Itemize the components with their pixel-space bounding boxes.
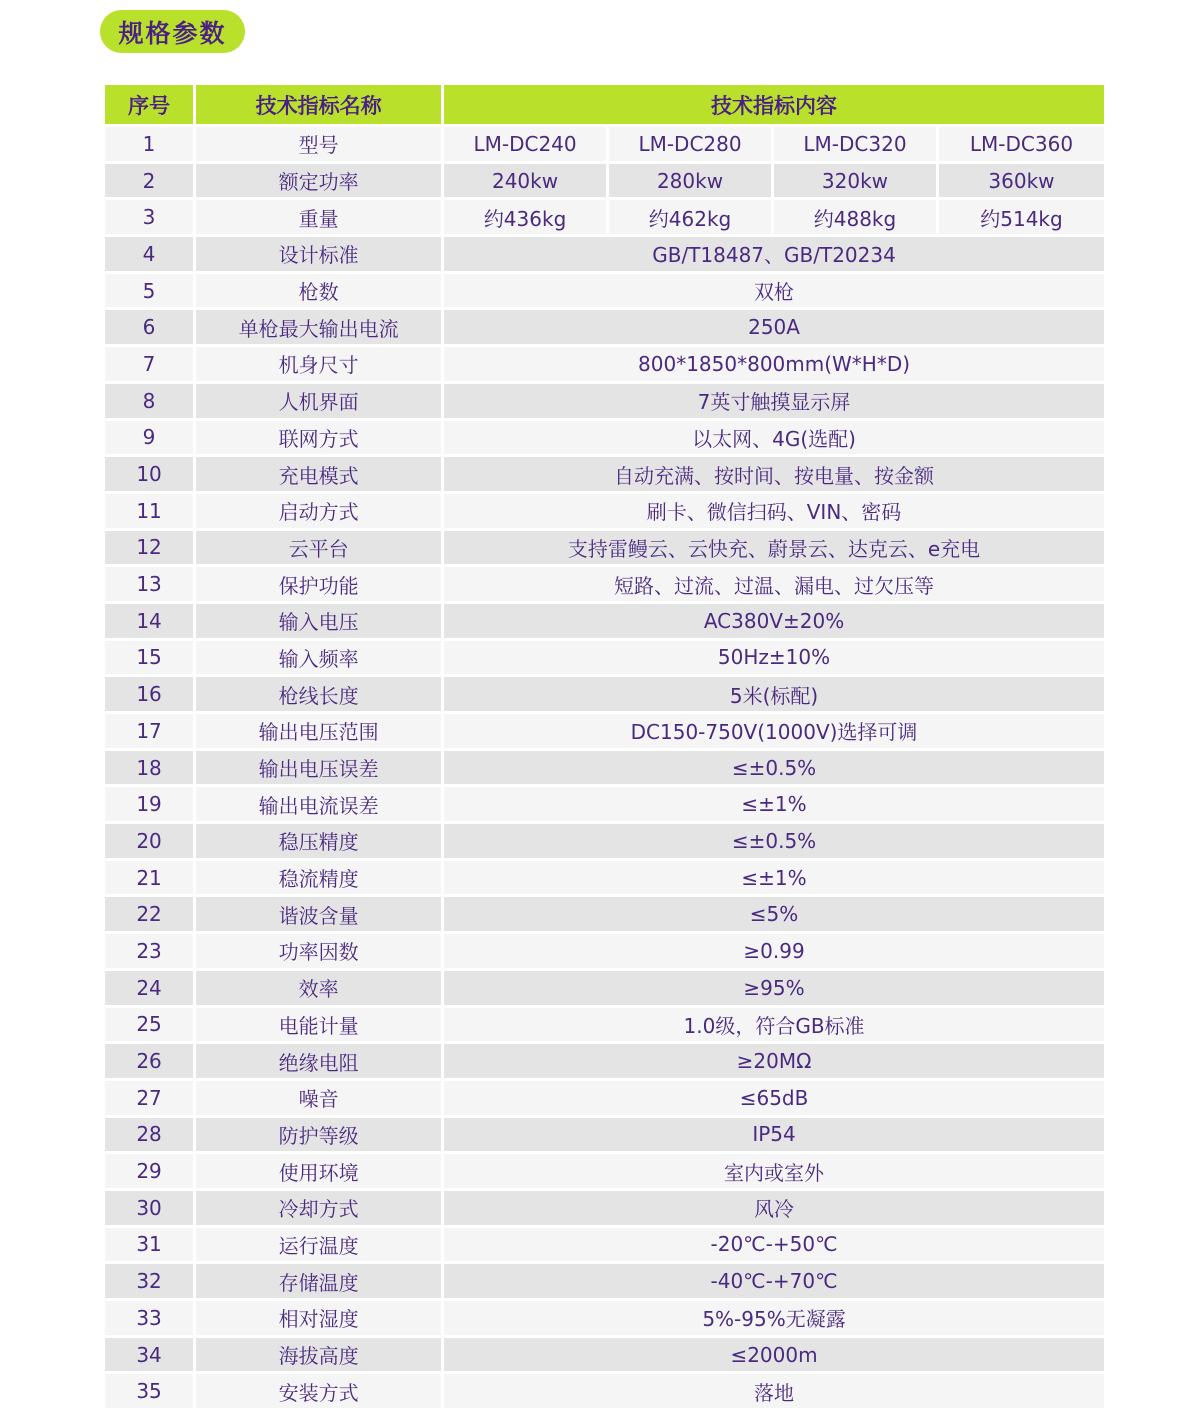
row-value: ≤2000m — [444, 1338, 1104, 1375]
row-name: 存储温度 — [196, 1264, 444, 1301]
table-row — [105, 714, 1104, 751]
table-row — [105, 934, 1104, 971]
row-number: 4 — [105, 237, 196, 274]
row-number: 13 — [105, 567, 196, 604]
row-name: 单枪最大输出电流 — [196, 310, 444, 347]
table-row — [105, 1301, 1104, 1338]
header-name: 技术指标名称 — [196, 85, 444, 127]
row-model-value: 320kw — [774, 164, 939, 201]
row-value: 室内或室外 — [444, 1154, 1104, 1191]
row-name: 输入电压 — [196, 604, 444, 641]
table-row — [105, 641, 1104, 678]
row-name: 稳流精度 — [196, 861, 444, 898]
table-row — [105, 1154, 1104, 1191]
row-number: 32 — [105, 1264, 196, 1301]
row-name: 人机界面 — [196, 384, 444, 421]
row-name: 型号 — [196, 127, 444, 164]
row-name: 使用环境 — [196, 1154, 444, 1191]
row-number: 30 — [105, 1191, 196, 1228]
row-name: 云平台 — [196, 531, 444, 568]
row-value: 支持雷鳗云、云快充、蔚景云、达克云、e充电 — [444, 531, 1104, 568]
row-number: 19 — [105, 787, 196, 824]
row-model-value: 约436kg — [444, 200, 609, 237]
row-number: 12 — [105, 531, 196, 568]
table-row — [105, 677, 1104, 714]
row-number: 29 — [105, 1154, 196, 1191]
row-number: 25 — [105, 1008, 196, 1045]
row-model-value: 360kw — [939, 164, 1104, 201]
row-number: 1 — [105, 127, 196, 164]
row-name: 运行温度 — [196, 1228, 444, 1265]
row-value: DC150-750V(1000V)选择可调 — [444, 714, 1104, 751]
row-value: ≤±1% — [444, 787, 1104, 824]
row-value: IP54 — [444, 1118, 1104, 1155]
table-body — [105, 127, 1104, 1411]
row-number: 20 — [105, 824, 196, 861]
header-no: 序号 — [105, 85, 196, 127]
row-name: 输出电流误差 — [196, 787, 444, 824]
row-model-value: 240kw — [444, 164, 609, 201]
row-number: 11 — [105, 494, 196, 531]
row-model-value: LM-DC280 — [609, 127, 774, 164]
table-header-row — [105, 85, 1104, 127]
row-number: 17 — [105, 714, 196, 751]
row-name: 噪音 — [196, 1081, 444, 1118]
row-number: 6 — [105, 310, 196, 347]
row-name: 输出电压范围 — [196, 714, 444, 751]
table-row — [105, 897, 1104, 934]
row-name: 枪线长度 — [196, 677, 444, 714]
table-row — [105, 274, 1104, 311]
row-number: 14 — [105, 604, 196, 641]
row-name: 海拔高度 — [196, 1338, 444, 1375]
row-name: 重量 — [196, 200, 444, 237]
table-row — [105, 824, 1104, 861]
row-number: 26 — [105, 1044, 196, 1081]
header-content: 技术指标内容 — [444, 85, 1104, 127]
row-number: 3 — [105, 200, 196, 237]
table-row — [105, 1338, 1104, 1375]
table-row — [105, 1374, 1104, 1411]
row-number: 10 — [105, 457, 196, 494]
row-value: 50Hz±10% — [444, 641, 1104, 678]
row-value: -40℃-+70℃ — [444, 1264, 1104, 1301]
row-value: ≤5% — [444, 897, 1104, 934]
row-value: 以太网、4G(选配) — [444, 421, 1104, 458]
row-name: 防护等级 — [196, 1118, 444, 1155]
row-model-value: 280kw — [609, 164, 774, 201]
table-row — [105, 1191, 1104, 1228]
table-row — [105, 347, 1104, 384]
row-value: ≤±0.5% — [444, 751, 1104, 788]
row-value: AC380V±20% — [444, 604, 1104, 641]
table-row — [105, 787, 1104, 824]
row-number: 9 — [105, 421, 196, 458]
row-number: 31 — [105, 1228, 196, 1265]
table-row — [105, 127, 1104, 164]
row-name: 启动方式 — [196, 494, 444, 531]
row-value: 1.0级，符合GB标准 — [444, 1008, 1104, 1045]
table-row — [105, 1118, 1104, 1155]
row-name: 保护功能 — [196, 567, 444, 604]
row-number: 35 — [105, 1374, 196, 1411]
row-number: 23 — [105, 934, 196, 971]
row-name: 相对湿度 — [196, 1301, 444, 1338]
row-name: 联网方式 — [196, 421, 444, 458]
row-value: ≥95% — [444, 971, 1104, 1008]
spec-table — [105, 85, 1104, 1411]
row-number: 28 — [105, 1118, 196, 1155]
row-value: GB/T18487、GB/T20234 — [444, 237, 1104, 274]
row-name: 谐波含量 — [196, 897, 444, 934]
row-number: 33 — [105, 1301, 196, 1338]
table-row — [105, 1008, 1104, 1045]
table-row — [105, 1264, 1104, 1301]
table-row — [105, 531, 1104, 568]
row-model-value: 约488kg — [774, 200, 939, 237]
table-row — [105, 200, 1104, 237]
table-row — [105, 1081, 1104, 1118]
row-value: 5米(标配) — [444, 677, 1104, 714]
row-name: 效率 — [196, 971, 444, 1008]
table-row — [105, 1044, 1104, 1081]
table-row — [105, 164, 1104, 201]
row-name: 输入频率 — [196, 641, 444, 678]
row-name: 设计标准 — [196, 237, 444, 274]
row-value: ≥20MΩ — [444, 1044, 1104, 1081]
table-row — [105, 310, 1104, 347]
row-number: 7 — [105, 347, 196, 384]
row-value: ≤65dB — [444, 1081, 1104, 1118]
row-name: 额定功率 — [196, 164, 444, 201]
table-row — [105, 971, 1104, 1008]
row-number: 27 — [105, 1081, 196, 1118]
table-row — [105, 384, 1104, 421]
row-value: 刷卡、微信扫码、VIN、密码 — [444, 494, 1104, 531]
table-row — [105, 421, 1104, 458]
row-value: 250A — [444, 310, 1104, 347]
row-value: 风冷 — [444, 1191, 1104, 1228]
row-number: 16 — [105, 677, 196, 714]
row-value: ≤±0.5% — [444, 824, 1104, 861]
section-title: 规格参数 — [118, 18, 227, 48]
table-row — [105, 751, 1104, 788]
row-name: 充电模式 — [196, 457, 444, 494]
row-value: 双枪 — [444, 274, 1104, 311]
row-number: 22 — [105, 897, 196, 934]
row-model-value: LM-DC240 — [444, 127, 609, 164]
row-number: 24 — [105, 971, 196, 1008]
row-number: 21 — [105, 861, 196, 898]
row-number: 15 — [105, 641, 196, 678]
table-row — [105, 604, 1104, 641]
row-number: 2 — [105, 164, 196, 201]
row-name: 输出电压误差 — [196, 751, 444, 788]
section-title-badge — [100, 10, 245, 53]
row-model-value: LM-DC360 — [939, 127, 1104, 164]
row-name: 稳压精度 — [196, 824, 444, 861]
table-row — [105, 494, 1104, 531]
row-value: 短路、过流、过温、漏电、过欠压等 — [444, 567, 1104, 604]
table-row — [105, 457, 1104, 494]
table-row — [105, 1228, 1104, 1265]
row-number: 8 — [105, 384, 196, 421]
row-number: 34 — [105, 1338, 196, 1375]
row-value: ≥0.99 — [444, 934, 1104, 971]
row-value: ≤±1% — [444, 861, 1104, 898]
row-name: 机身尺寸 — [196, 347, 444, 384]
row-name: 枪数 — [196, 274, 444, 311]
row-model-value: LM-DC320 — [774, 127, 939, 164]
row-number: 5 — [105, 274, 196, 311]
row-number: 18 — [105, 751, 196, 788]
row-name: 功率因数 — [196, 934, 444, 971]
row-model-value: 约514kg — [939, 200, 1104, 237]
table-row — [105, 237, 1104, 274]
row-name: 安装方式 — [196, 1374, 444, 1411]
table-row — [105, 567, 1104, 604]
row-value: -20℃-+50℃ — [444, 1228, 1104, 1265]
row-value: 落地 — [444, 1374, 1104, 1411]
row-name: 绝缘电阻 — [196, 1044, 444, 1081]
row-name: 电能计量 — [196, 1008, 444, 1045]
row-value: 7英寸触摸显示屏 — [444, 384, 1104, 421]
row-model-value: 约462kg — [609, 200, 774, 237]
row-value: 自动充满、按时间、按电量、按金额 — [444, 457, 1104, 494]
row-value: 5%-95%无凝露 — [444, 1301, 1104, 1338]
row-value: 800*1850*800mm(W*H*D) — [444, 347, 1104, 384]
row-name: 冷却方式 — [196, 1191, 444, 1228]
table-row — [105, 861, 1104, 898]
